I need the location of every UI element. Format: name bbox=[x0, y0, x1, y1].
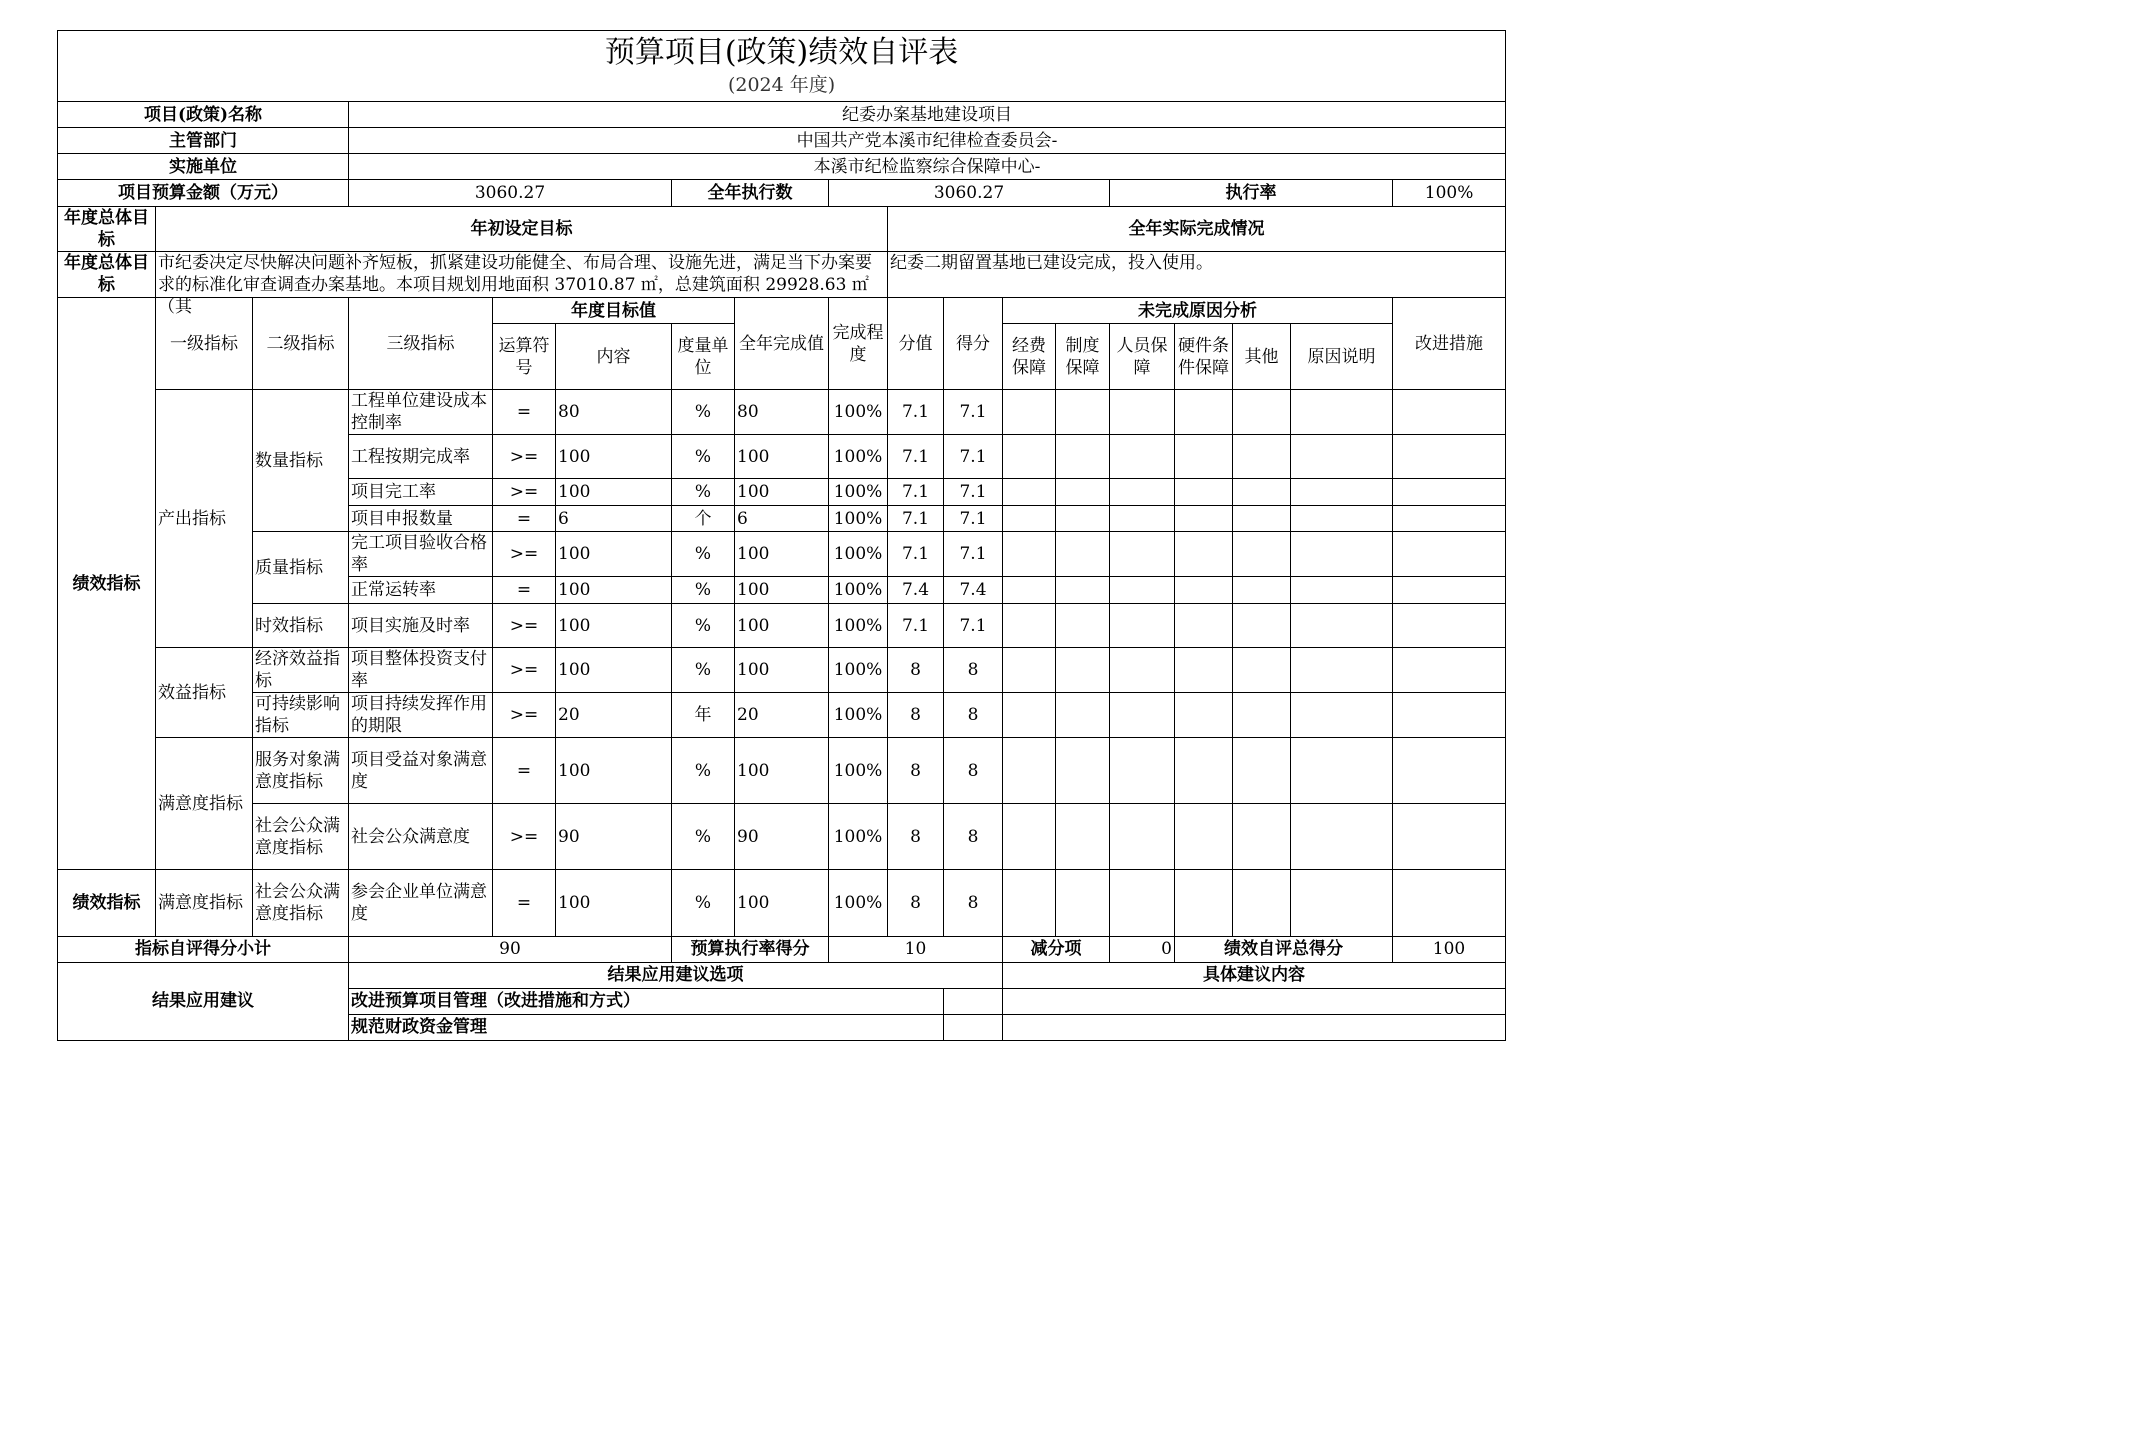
reason-cell bbox=[1291, 804, 1393, 870]
indicator-content: 100 bbox=[556, 577, 672, 604]
indicator-score-value: 8 bbox=[888, 804, 944, 870]
indicator-name: 项目持续发挥作用的期限 bbox=[349, 693, 493, 738]
indicator-operator: >= bbox=[493, 532, 556, 577]
improve-cell bbox=[1393, 390, 1506, 435]
indicator-completion: 100% bbox=[829, 532, 888, 577]
result-content bbox=[1003, 988, 1506, 1014]
reason-cell bbox=[1003, 738, 1056, 804]
reason-cell bbox=[1110, 506, 1175, 532]
improve-cell bbox=[1393, 738, 1506, 804]
rate-label: 执行率 bbox=[1110, 180, 1393, 207]
indicator-completed: 100 bbox=[735, 479, 829, 506]
result-label: 结果应用建议 bbox=[58, 962, 349, 1040]
reason-cell bbox=[1175, 738, 1233, 804]
reason-cell bbox=[1291, 390, 1393, 435]
col-level1: 一级指标 bbox=[156, 298, 253, 390]
indicator-content: 100 bbox=[556, 532, 672, 577]
reason-cell bbox=[1110, 648, 1175, 693]
reason-cell bbox=[1175, 870, 1233, 936]
reason-cell bbox=[1175, 435, 1233, 479]
indicator-score: 7.1 bbox=[944, 532, 1003, 577]
indicator-operator: >= bbox=[493, 693, 556, 738]
reason-cell bbox=[1233, 870, 1291, 936]
indicator-name: 项目完工率 bbox=[349, 479, 493, 506]
indicator-name: 工程按期完成率 bbox=[349, 435, 493, 479]
subgroup-service-satisfaction: 服务对象满意度指标 bbox=[253, 738, 349, 804]
indicator-unit: % bbox=[672, 738, 735, 804]
col-level3: 三级指标 bbox=[349, 298, 493, 390]
budget-label: 项目预算金额（万元） bbox=[58, 180, 349, 207]
reason-cell bbox=[1233, 479, 1291, 506]
subgroup-quality: 质量指标 bbox=[253, 532, 349, 604]
indicator-content: 100 bbox=[556, 870, 672, 936]
reason-cell bbox=[1056, 577, 1110, 604]
col-annual-target: 年度目标值 bbox=[493, 298, 735, 324]
reason-cell bbox=[1291, 435, 1393, 479]
indicator-score-value: 7.1 bbox=[888, 479, 944, 506]
indicator-operator: = bbox=[493, 390, 556, 435]
reason-cell bbox=[1110, 693, 1175, 738]
col-reason-analysis: 未完成原因分析 bbox=[1003, 298, 1393, 324]
indicator-name: 项目整体投资支付率 bbox=[349, 648, 493, 693]
indicator-unit: % bbox=[672, 390, 735, 435]
reason-cell bbox=[1003, 506, 1056, 532]
self-evaluation-sheet bbox=[57, 30, 1505, 1037]
col-content: 内容 bbox=[556, 324, 672, 390]
reason-cell bbox=[1056, 804, 1110, 870]
indicator-completed: 100 bbox=[735, 604, 829, 648]
result-content bbox=[1003, 1014, 1506, 1040]
total-value: 100 bbox=[1393, 936, 1506, 962]
reason-cell bbox=[1233, 604, 1291, 648]
indicator-name: 项目受益对象满意度 bbox=[349, 738, 493, 804]
indicator-completion: 100% bbox=[829, 738, 888, 804]
target-header: 年初设定目标 bbox=[156, 207, 888, 252]
reason-cell bbox=[1056, 738, 1110, 804]
indicator-unit: % bbox=[672, 648, 735, 693]
reason-cell bbox=[1233, 738, 1291, 804]
perf-indicators-label: 绩效指标 bbox=[58, 298, 156, 870]
group-satisfaction: 满意度指标 bbox=[156, 870, 253, 936]
reason-cell bbox=[1003, 435, 1056, 479]
improve-cell bbox=[1393, 693, 1506, 738]
group-satisfaction: 满意度指标 bbox=[156, 738, 253, 870]
indicator-content: 100 bbox=[556, 479, 672, 506]
exec-value: 3060.27 bbox=[829, 180, 1110, 207]
improve-cell bbox=[1393, 506, 1506, 532]
col-reason-other: 其他 bbox=[1233, 324, 1291, 390]
reason-cell bbox=[1291, 870, 1393, 936]
col-reason-explain: 原因说明 bbox=[1291, 324, 1393, 390]
reason-cell bbox=[1003, 577, 1056, 604]
indicator-score: 7.1 bbox=[944, 604, 1003, 648]
indicator-name: 参会企业单位满意度 bbox=[349, 870, 493, 936]
reason-cell bbox=[1175, 390, 1233, 435]
improve-cell bbox=[1393, 604, 1506, 648]
indicator-score-value: 8 bbox=[888, 648, 944, 693]
indicator-operator: = bbox=[493, 738, 556, 804]
reason-cell bbox=[1056, 390, 1110, 435]
reason-cell bbox=[1175, 577, 1233, 604]
indicator-content: 20 bbox=[556, 693, 672, 738]
indicator-operator: = bbox=[493, 870, 556, 936]
indicator-content: 100 bbox=[556, 604, 672, 648]
reason-cell bbox=[1056, 870, 1110, 936]
indicator-completion: 100% bbox=[829, 648, 888, 693]
subgroup-economic: 经济效益指标 bbox=[253, 648, 349, 693]
reason-cell bbox=[1056, 693, 1110, 738]
year-subtitle: (2024 年度) bbox=[58, 73, 1506, 102]
deduct-label: 减分项 bbox=[1003, 936, 1110, 962]
total-label: 绩效自评总得分 bbox=[1175, 936, 1393, 962]
reason-cell bbox=[1233, 390, 1291, 435]
indicator-name: 项目实施及时率 bbox=[349, 604, 493, 648]
indicator-name: 项目申报数量 bbox=[349, 506, 493, 532]
reason-cell bbox=[1233, 648, 1291, 693]
indicator-completed: 100 bbox=[735, 870, 829, 936]
reason-cell bbox=[1110, 738, 1175, 804]
indicator-name: 正常运转率 bbox=[349, 577, 493, 604]
reason-cell bbox=[1175, 693, 1233, 738]
result-option-header: 结果应用建议选项 bbox=[349, 962, 1003, 988]
indicator-score-value: 7.1 bbox=[888, 435, 944, 479]
col-reason-system: 制度保障 bbox=[1056, 324, 1110, 390]
indicator-content: 80 bbox=[556, 390, 672, 435]
subgroup-sustainable: 可持续影响指标 bbox=[253, 693, 349, 738]
indicator-completed: 80 bbox=[735, 390, 829, 435]
reason-cell bbox=[1233, 532, 1291, 577]
col-completed-value: 全年完成值 bbox=[735, 298, 829, 390]
reason-cell bbox=[1056, 435, 1110, 479]
indicator-score-value: 7.1 bbox=[888, 506, 944, 532]
reason-cell bbox=[1110, 804, 1175, 870]
indicator-unit: % bbox=[672, 804, 735, 870]
reason-cell bbox=[1175, 506, 1233, 532]
reason-cell bbox=[1175, 479, 1233, 506]
indicator-completed: 100 bbox=[735, 648, 829, 693]
reason-cell bbox=[1110, 870, 1175, 936]
indicator-operator: >= bbox=[493, 435, 556, 479]
indicator-score: 8 bbox=[944, 693, 1003, 738]
col-unit: 度量单位 bbox=[672, 324, 735, 390]
improve-cell bbox=[1393, 435, 1506, 479]
subgroup-public-satisfaction: 社会公众满意度指标 bbox=[253, 870, 349, 936]
indicator-operator: >= bbox=[493, 648, 556, 693]
improve-cell bbox=[1393, 804, 1506, 870]
subtotal-value: 90 bbox=[349, 936, 672, 962]
project-name-label: 项目(政策)名称 bbox=[58, 102, 349, 128]
reason-cell bbox=[1056, 648, 1110, 693]
col-improve: 改进措施 bbox=[1393, 298, 1506, 390]
col-completion: 完成程度 bbox=[829, 298, 888, 390]
indicator-unit: 个 bbox=[672, 506, 735, 532]
reason-cell bbox=[1175, 532, 1233, 577]
indicator-unit: % bbox=[672, 435, 735, 479]
indicator-content: 6 bbox=[556, 506, 672, 532]
unit-label: 实施单位 bbox=[58, 154, 349, 180]
indicator-completion: 100% bbox=[829, 435, 888, 479]
indicator-completion: 100% bbox=[829, 390, 888, 435]
indicator-completed: 100 bbox=[735, 738, 829, 804]
indicator-unit: % bbox=[672, 532, 735, 577]
reason-cell bbox=[1110, 435, 1175, 479]
improve-cell bbox=[1393, 648, 1506, 693]
reason-cell bbox=[1110, 532, 1175, 577]
subgroup-quantity: 数量指标 bbox=[253, 390, 349, 532]
col-reason-fund: 经费保障 bbox=[1003, 324, 1056, 390]
reason-cell bbox=[1003, 532, 1056, 577]
reason-cell bbox=[1233, 435, 1291, 479]
budget-score-label: 预算执行率得分 bbox=[672, 936, 829, 962]
indicator-score-value: 7.4 bbox=[888, 577, 944, 604]
indicator-completion: 100% bbox=[829, 577, 888, 604]
indicator-content: 100 bbox=[556, 738, 672, 804]
indicator-score-value: 7.1 bbox=[888, 604, 944, 648]
reason-cell bbox=[1291, 738, 1393, 804]
reason-cell bbox=[1291, 532, 1393, 577]
indicator-completed: 90 bbox=[735, 804, 829, 870]
rate-value: 100% bbox=[1393, 180, 1506, 207]
indicator-completion: 100% bbox=[829, 804, 888, 870]
indicator-operator: >= bbox=[493, 804, 556, 870]
indicator-content: 100 bbox=[556, 648, 672, 693]
deduct-value: 0 bbox=[1110, 936, 1175, 962]
page-title: 预算项目(政策)绩效自评表 bbox=[58, 31, 1506, 73]
indicator-completion: 100% bbox=[829, 506, 888, 532]
reason-cell bbox=[1003, 604, 1056, 648]
improve-cell bbox=[1393, 577, 1506, 604]
reason-cell bbox=[1291, 479, 1393, 506]
indicator-content: 100 bbox=[556, 435, 672, 479]
indicator-completed: 100 bbox=[735, 532, 829, 577]
indicator-operator: = bbox=[493, 506, 556, 532]
reason-cell bbox=[1291, 577, 1393, 604]
reason-cell bbox=[1175, 804, 1233, 870]
indicator-score: 7.1 bbox=[944, 506, 1003, 532]
indicator-score: 8 bbox=[944, 738, 1003, 804]
evaluation-table bbox=[57, 30, 1506, 870]
indicator-score-value: 7.1 bbox=[888, 390, 944, 435]
indicator-completed: 6 bbox=[735, 506, 829, 532]
indicator-operator: >= bbox=[493, 604, 556, 648]
indicator-name: 社会公众满意度 bbox=[349, 804, 493, 870]
subtotal-label: 指标自评得分小计 bbox=[58, 936, 349, 962]
reason-cell bbox=[1003, 648, 1056, 693]
reason-cell bbox=[1291, 648, 1393, 693]
reason-cell bbox=[1110, 390, 1175, 435]
result-option-check bbox=[944, 988, 1003, 1014]
reason-cell bbox=[1291, 604, 1393, 648]
reason-cell bbox=[1003, 390, 1056, 435]
group-output: 产出指标 bbox=[156, 390, 253, 648]
indicator-unit: 年 bbox=[672, 693, 735, 738]
improve-cell bbox=[1393, 479, 1506, 506]
goals-label: 年度总体目标 bbox=[58, 252, 156, 298]
indicator-score-value: 8 bbox=[888, 738, 944, 804]
indicator-content: 90 bbox=[556, 804, 672, 870]
result-option-check bbox=[944, 1014, 1003, 1040]
budget-score-value: 10 bbox=[829, 936, 1003, 962]
reason-cell bbox=[1056, 604, 1110, 648]
indicator-completion: 100% bbox=[829, 870, 888, 936]
indicator-operator: = bbox=[493, 577, 556, 604]
indicator-completed: 100 bbox=[735, 577, 829, 604]
indicator-unit: % bbox=[672, 604, 735, 648]
indicator-name: 完工项目验收合格率 bbox=[349, 532, 493, 577]
group-benefit: 效益指标 bbox=[156, 648, 253, 738]
indicator-score: 7.1 bbox=[944, 390, 1003, 435]
reason-cell bbox=[1003, 693, 1056, 738]
project-name-value: 纪委办案基地建设项目 bbox=[349, 102, 1506, 128]
indicator-operator: >= bbox=[493, 479, 556, 506]
subgroup-timeliness: 时效指标 bbox=[253, 604, 349, 648]
col-level2: 二级指标 bbox=[253, 298, 349, 390]
indicator-score: 7.1 bbox=[944, 435, 1003, 479]
indicator-unit: % bbox=[672, 870, 735, 936]
goals-label: 年度总体目标 bbox=[58, 207, 156, 252]
col-score-value: 分值 bbox=[888, 298, 944, 390]
col-score: 得分 bbox=[944, 298, 1003, 390]
perf-indicators-label: 绩效指标 bbox=[58, 870, 156, 936]
reason-cell bbox=[1110, 577, 1175, 604]
reason-cell bbox=[1110, 479, 1175, 506]
reason-cell bbox=[1056, 532, 1110, 577]
col-operator: 运算符号 bbox=[493, 324, 556, 390]
reason-cell bbox=[1175, 648, 1233, 693]
reason-cell bbox=[1056, 506, 1110, 532]
reason-cell bbox=[1003, 804, 1056, 870]
improve-cell bbox=[1393, 870, 1506, 936]
indicator-completed: 20 bbox=[735, 693, 829, 738]
reason-cell bbox=[1233, 693, 1291, 738]
col-reason-hardware: 硬件条件保障 bbox=[1175, 324, 1233, 390]
reason-cell bbox=[1175, 604, 1233, 648]
indicator-unit: % bbox=[672, 479, 735, 506]
exec-label: 全年执行数 bbox=[672, 180, 829, 207]
actual-header: 全年实际完成情况 bbox=[888, 207, 1506, 252]
reason-cell bbox=[1110, 604, 1175, 648]
indicator-score-value: 7.1 bbox=[888, 532, 944, 577]
indicator-name: 工程单位建设成本控制率 bbox=[349, 390, 493, 435]
reason-cell bbox=[1291, 693, 1393, 738]
reason-cell bbox=[1003, 870, 1056, 936]
improve-cell bbox=[1393, 532, 1506, 577]
indicator-unit: % bbox=[672, 577, 735, 604]
indicator-score-value: 8 bbox=[888, 693, 944, 738]
reason-cell bbox=[1003, 479, 1056, 506]
reason-cell bbox=[1233, 506, 1291, 532]
indicator-completed: 100 bbox=[735, 435, 829, 479]
indicator-score: 8 bbox=[944, 648, 1003, 693]
indicator-completion: 100% bbox=[829, 479, 888, 506]
indicator-score-value: 8 bbox=[888, 870, 944, 936]
result-content-header: 具体建议内容 bbox=[1003, 962, 1506, 988]
reason-cell bbox=[1056, 479, 1110, 506]
dept-label: 主管部门 bbox=[58, 128, 349, 154]
actual-text: 纪委二期留置基地已建设完成，投入使用。 bbox=[888, 252, 1506, 298]
unit-value: 本溪市纪检监察综合保障中心- bbox=[349, 154, 1506, 180]
reason-cell bbox=[1233, 577, 1291, 604]
reason-cell bbox=[1233, 804, 1291, 870]
indicator-score: 8 bbox=[944, 870, 1003, 936]
dept-value: 中国共产党本溪市纪律检查委员会- bbox=[349, 128, 1506, 154]
budget-value: 3060.27 bbox=[349, 180, 672, 207]
target-text: 市纪委决定尽快解决问题补齐短板，抓紧建设功能健全、布局合理、设施先进，满足当下办案要求的标准化审查调查办案基地。本项目规划用地面积 37010.87 ㎡，总建筑面积 29928.63 ㎡（其 bbox=[156, 252, 888, 298]
evaluation-table-tail bbox=[57, 870, 1506, 1041]
indicator-score: 7.1 bbox=[944, 479, 1003, 506]
indicator-score: 7.4 bbox=[944, 577, 1003, 604]
indicator-completion: 100% bbox=[829, 604, 888, 648]
col-reason-staff: 人员保障 bbox=[1110, 324, 1175, 390]
subgroup-public-satisfaction: 社会公众满意度指标 bbox=[253, 804, 349, 870]
indicator-score: 8 bbox=[944, 804, 1003, 870]
result-option: 改进预算项目管理（改进措施和方式） bbox=[349, 988, 944, 1014]
reason-cell bbox=[1291, 506, 1393, 532]
result-option: 规范财政资金管理 bbox=[349, 1014, 944, 1040]
indicator-completion: 100% bbox=[829, 693, 888, 738]
